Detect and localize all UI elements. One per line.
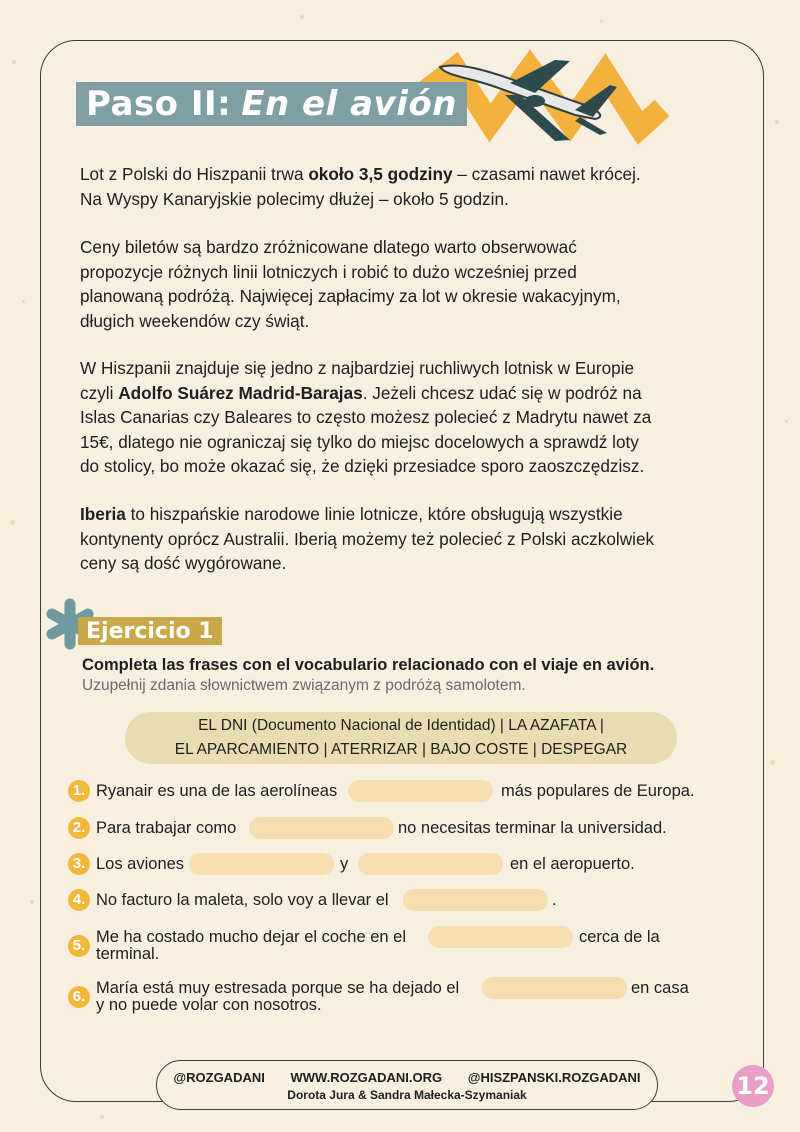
page-number-badge: 12 xyxy=(732,1065,774,1107)
answer-blank[interactable] xyxy=(348,780,493,802)
exercise-item-4 xyxy=(68,889,728,913)
sentence-text: cerca de la xyxy=(579,928,660,946)
title-part1: Paso II: xyxy=(86,84,232,124)
answer-blank[interactable] xyxy=(249,817,394,839)
sentence-text: y no puede volar con nosotros. xyxy=(96,996,322,1014)
sentence-text: Me ha costado mucho dejar el coche en el xyxy=(96,928,407,946)
paragraph-iberia xyxy=(80,502,720,576)
sentence-text: Ryanair es una de las aerolíneas xyxy=(96,782,338,800)
exercise-item-5 xyxy=(68,926,728,966)
sentence-text: más populares de Europa. xyxy=(501,782,695,800)
speckle xyxy=(770,760,775,765)
sentence-text: y xyxy=(340,855,349,873)
number-badge: 6. xyxy=(68,986,90,1008)
paragraph-madrid-airport xyxy=(80,356,720,479)
text: ceny są dość wygórowane. xyxy=(80,553,287,573)
instruction-polish: Uzupełnij zdania słownictwem związanym z podróżą samolotem. xyxy=(82,677,526,694)
footer-links xyxy=(157,1070,657,1085)
number-badge: 4. xyxy=(68,889,90,911)
speckle xyxy=(775,120,779,124)
footer xyxy=(156,1060,658,1110)
speckle xyxy=(300,15,304,19)
number-badge: 5. xyxy=(68,935,90,957)
text: Ceny biletów są bardzo zróżnicowane dlatego warto obserwować xyxy=(80,237,577,257)
exercise-item-3 xyxy=(68,853,728,877)
speckle xyxy=(22,300,25,303)
bold-text: Iberia xyxy=(80,504,126,524)
number-badge: 1. xyxy=(68,780,90,802)
text: czyli xyxy=(80,382,119,403)
sentence-text: no necesitas terminar la universidad. xyxy=(398,819,667,837)
text: propozycje różnych linii lotniczych i robić to dużo wcześniej przed xyxy=(80,261,577,282)
answer-blank[interactable] xyxy=(482,977,627,999)
authors: Dorota Jura & Sandra Małecka-Szymaniak xyxy=(287,1088,527,1102)
sentence-text: Los aviones xyxy=(96,855,185,873)
text: Islas Canarias czy Baleares to często możesz polecieć z Madrytu nawet za xyxy=(80,407,652,427)
sentence-text: Para trabajar como xyxy=(96,819,237,837)
answer-blank[interactable] xyxy=(189,853,334,875)
exercise-item-1 xyxy=(68,780,728,804)
text: długich weekendów czy świąt. xyxy=(80,310,310,331)
answer-blank[interactable] xyxy=(403,889,548,911)
speckle xyxy=(100,1115,104,1119)
text: W Hiszpanii znajduje się jedno z najbardziej ruchliwych lotnisk w Europie xyxy=(80,358,635,378)
text: to hiszpańskie narodowe linie lotnicze, które obsługują wszystkie xyxy=(125,504,623,524)
page-title xyxy=(76,82,467,126)
title-part2: En el avión xyxy=(241,84,457,124)
text: planowaną podróżą. Najwięcej zapłacimy za lot w okresie wakacyjnym, xyxy=(80,286,621,306)
speckle xyxy=(12,60,16,64)
text: Na Wyspy Kanaryjskie polecimy dłużej – około 5 godzin. xyxy=(80,188,509,209)
number-badge: 3. xyxy=(68,853,90,875)
social-handle-link[interactable]: @ROZGADANI xyxy=(173,1070,265,1085)
text: do stolicy, bo może okazać się, że dzięki przesiadce sporo zaoszczędzisz. xyxy=(80,456,645,476)
website-link[interactable]: WWW.ROZGADANI.ORG xyxy=(290,1070,443,1085)
paragraph-flight-duration xyxy=(80,162,720,211)
exercise-item-6 xyxy=(68,977,728,1017)
instruction-spanish: Completa las frases con el vocabulario relacionado con el viaje en avión. xyxy=(82,656,655,674)
answer-blank[interactable] xyxy=(358,853,503,875)
vocab-line: EL APARCAMIENTO | ATERRIZAR | BAJO COSTE | DESPEGAR xyxy=(174,741,628,758)
text: kontynenty oprócz Australii. Iberią możemy też polecieć z Polski aczkolwiek xyxy=(80,528,655,549)
speckle xyxy=(600,20,603,23)
sentence-text: No facturo la maleta, solo voy a llevar el xyxy=(96,891,389,909)
sentence-text: en casa xyxy=(631,979,689,997)
text: 15€, dlatego nie ograniczaj się tylko do miejsc docelowych a sprawdź loty xyxy=(80,431,639,452)
bold-text: Adolfo Suárez Madrid-Barajas xyxy=(118,382,363,403)
sentence-text: en el aeropuerto. xyxy=(510,855,635,873)
social-handle-link[interactable]: @HISZPANSKI.ROZGADANI xyxy=(467,1070,641,1085)
sentence-text: . xyxy=(552,891,557,909)
exercise-item-2 xyxy=(68,817,728,841)
text: – czasami nawet krócej. xyxy=(452,164,641,184)
exercise-title xyxy=(78,617,222,645)
exercise-title-text: Ejercicio 1 xyxy=(86,618,214,644)
speckle xyxy=(10,520,15,525)
sentence-text: terminal. xyxy=(96,945,160,963)
speckle xyxy=(785,420,788,423)
sentence-text: María está muy estresada porque se ha dejado el xyxy=(96,979,460,997)
bold-text: około 3,5 godziny xyxy=(308,164,453,184)
speckle xyxy=(30,900,34,904)
vocabulary-box xyxy=(125,712,677,764)
paragraph-ticket-prices xyxy=(80,235,720,333)
text: . Jeżeli chcesz udać się w podróż na xyxy=(362,382,642,403)
number-badge: 2. xyxy=(68,817,90,839)
vocab-line: EL DNI (Documento Nacional de Identidad) | LA AZAFATA | xyxy=(198,717,604,734)
text: Lot z Polski do Hiszpanii trwa xyxy=(80,164,309,184)
answer-blank[interactable] xyxy=(428,926,573,948)
